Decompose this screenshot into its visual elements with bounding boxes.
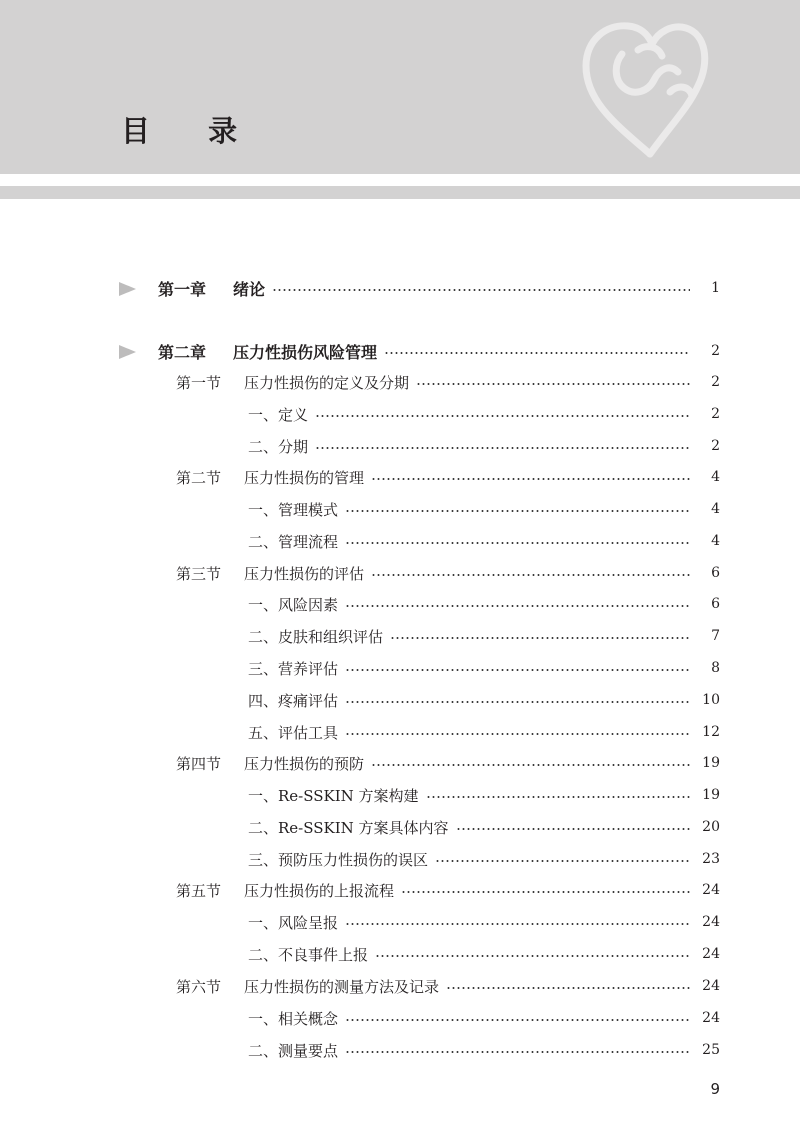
- chapter-page-number: 2: [711, 343, 720, 359]
- section-number: 第六节: [176, 977, 222, 996]
- item-title: 二、Re-SSKIN 方案具体内容: [248, 818, 449, 837]
- item-title: 二、管理流程: [248, 532, 339, 551]
- chapter-title: 绪论: [233, 279, 266, 299]
- item-title: 一、Re-SSKIN 方案构建: [248, 786, 419, 805]
- dot-leader: [435, 860, 690, 862]
- toc-section-5[interactable]: [0, 878, 800, 902]
- dot-leader: [371, 574, 690, 576]
- toc-item[interactable]: [0, 434, 800, 458]
- item-page-number: 19: [702, 787, 720, 803]
- dot-leader: [345, 701, 690, 703]
- dot-leader: [456, 828, 690, 830]
- page-title: 目 录: [121, 114, 262, 148]
- dot-leader: [345, 542, 690, 544]
- toc-item[interactable]: [0, 720, 800, 744]
- item-page-number: 24: [702, 946, 720, 962]
- toc-item[interactable]: [0, 497, 800, 521]
- item-page-number: 25: [702, 1042, 720, 1058]
- item-page-number: 7: [711, 628, 720, 644]
- page-number: 9: [710, 1080, 720, 1098]
- section-number: 第一节: [176, 373, 222, 392]
- item-title: 一、相关概念: [248, 1009, 339, 1028]
- section-page-number: 19: [702, 755, 720, 771]
- section-page-number: 24: [702, 882, 720, 898]
- chapter-number: 第二章: [158, 342, 207, 362]
- dot-leader: [345, 669, 690, 671]
- toc-section-2[interactable]: [0, 465, 800, 489]
- heart-logo-icon: [578, 14, 714, 164]
- dot-leader: [345, 1019, 690, 1021]
- toc-item[interactable]: [0, 847, 800, 871]
- dot-leader: [315, 415, 690, 417]
- section-title: 压力性损伤的测量方法及记录: [244, 977, 440, 996]
- section-number: 第五节: [176, 881, 222, 900]
- item-title: 四、疼痛评估: [248, 691, 339, 710]
- item-page-number: 12: [702, 724, 720, 740]
- chapter-title: 压力性损伤风险管理: [233, 342, 378, 362]
- chapter-page-number: 1: [711, 280, 720, 296]
- dot-leader: [401, 891, 690, 893]
- toc-section-1[interactable]: [0, 370, 800, 394]
- item-title: 五、评估工具: [248, 723, 339, 742]
- toc-section-3[interactable]: [0, 561, 800, 585]
- toc-item[interactable]: [0, 688, 800, 712]
- dot-leader: [426, 796, 690, 798]
- toc-section-4[interactable]: [0, 751, 800, 775]
- item-page-number: 4: [711, 533, 720, 549]
- item-title: 一、风险因素: [248, 595, 339, 614]
- section-title: 压力性损伤的上报流程: [244, 881, 395, 900]
- chapter-arrow-icon: [119, 282, 136, 296]
- section-title: 压力性损伤的定义及分期: [244, 373, 410, 392]
- dot-leader: [345, 605, 690, 607]
- dot-leader: [371, 764, 690, 766]
- toc-item[interactable]: [0, 592, 800, 616]
- dot-leader: [371, 478, 690, 480]
- section-number: 第三节: [176, 564, 222, 583]
- section-page-number: 6: [711, 565, 720, 581]
- section-page-number: 4: [711, 469, 720, 485]
- dot-leader: [345, 923, 690, 925]
- section-number: 第二节: [176, 468, 222, 487]
- toc-item[interactable]: [0, 783, 800, 807]
- item-page-number: 6: [711, 596, 720, 612]
- item-page-number: 20: [702, 819, 720, 835]
- toc-item[interactable]: [0, 402, 800, 426]
- item-page-number: 2: [711, 406, 720, 422]
- dot-leader: [345, 1051, 690, 1053]
- item-title: 二、不良事件上报: [248, 945, 369, 964]
- toc-item[interactable]: [0, 1006, 800, 1030]
- item-title: 二、分期: [248, 437, 309, 456]
- dot-leader: [416, 383, 690, 385]
- item-page-number: 10: [702, 692, 720, 708]
- section-page-number: 2: [711, 374, 720, 390]
- dot-leader: [446, 987, 690, 989]
- item-title: 二、皮肤和组织评估: [248, 627, 384, 646]
- chapter-number: 第一章: [158, 279, 207, 299]
- item-title: 三、营养评估: [248, 659, 339, 678]
- header-stripe: [0, 186, 800, 199]
- toc-chapter-1[interactable]: [0, 276, 800, 300]
- item-title: 二、测量要点: [248, 1041, 339, 1060]
- item-title: 三、预防压力性损伤的误区: [248, 850, 429, 869]
- section-page-number: 24: [702, 978, 720, 994]
- toc-item[interactable]: [0, 815, 800, 839]
- item-page-number: 4: [711, 501, 720, 517]
- dot-leader: [272, 289, 690, 291]
- toc-item[interactable]: [0, 910, 800, 934]
- toc-item[interactable]: [0, 656, 800, 680]
- section-number: 第四节: [176, 754, 222, 773]
- dot-leader: [345, 510, 690, 512]
- item-page-number: 2: [711, 438, 720, 454]
- item-title: 一、管理模式: [248, 500, 339, 519]
- item-page-number: 24: [702, 914, 720, 930]
- dot-leader: [390, 637, 690, 639]
- section-title: 压力性损伤的预防: [244, 754, 365, 773]
- item-page-number: 24: [702, 1010, 720, 1026]
- dot-leader: [375, 955, 690, 957]
- dot-leader: [384, 352, 690, 354]
- section-title: 压力性损伤的评估: [244, 564, 365, 583]
- dot-leader: [345, 733, 690, 735]
- section-title: 压力性损伤的管理: [244, 468, 365, 487]
- item-page-number: 23: [702, 851, 720, 867]
- item-title: 一、定义: [248, 405, 309, 424]
- chapter-arrow-icon: [119, 345, 136, 359]
- toc-chapter-2[interactable]: [0, 339, 800, 363]
- toc-section-6[interactable]: [0, 974, 800, 998]
- dot-leader: [315, 447, 690, 449]
- item-page-number: 8: [711, 660, 720, 676]
- toc-item[interactable]: [0, 942, 800, 966]
- toc-item[interactable]: [0, 1038, 800, 1062]
- toc-item[interactable]: [0, 624, 800, 648]
- toc-item[interactable]: [0, 529, 800, 553]
- item-title: 一、风险呈报: [248, 913, 339, 932]
